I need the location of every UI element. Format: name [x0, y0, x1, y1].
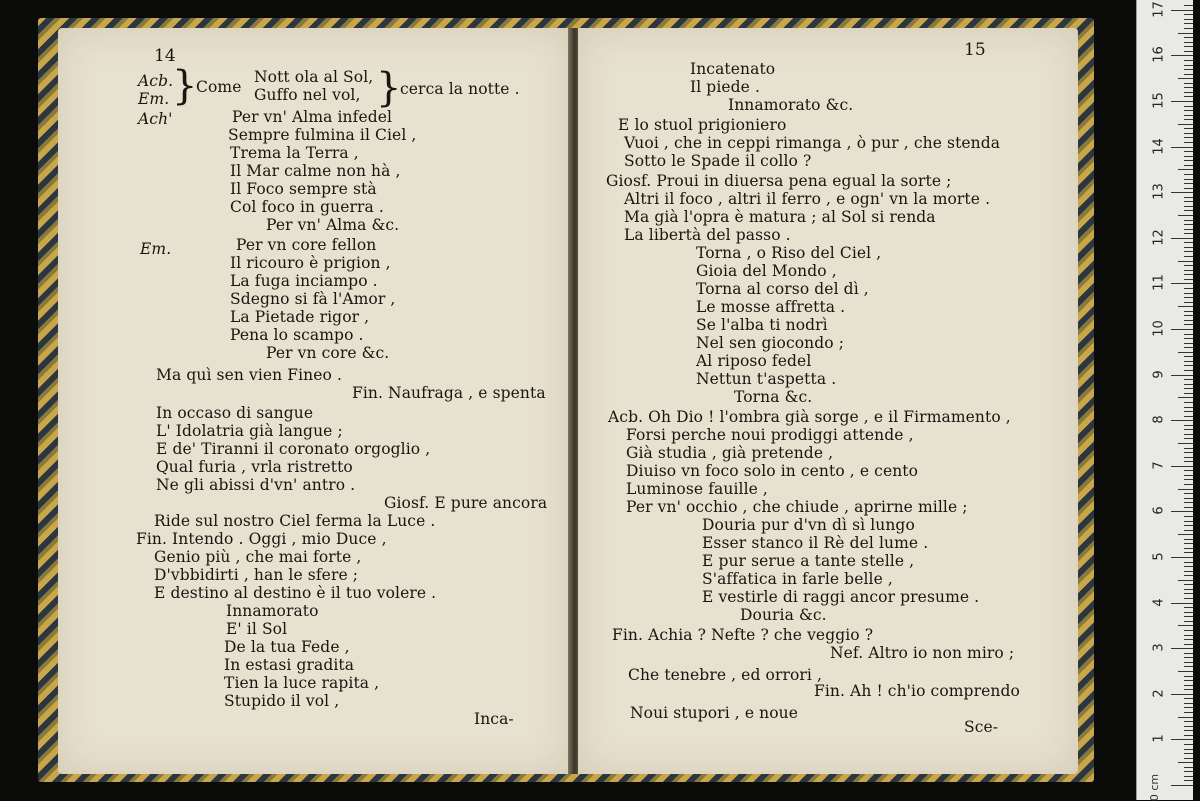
ruler-tick — [1184, 429, 1193, 430]
ruler-tick — [1184, 516, 1193, 517]
verse-line: Pena lo scampo . — [230, 326, 364, 344]
ruler-tick — [1184, 151, 1193, 152]
verse-line: Nettun t'aspetta . — [696, 370, 837, 388]
ruler-tick — [1184, 539, 1193, 540]
left-brace: } — [172, 63, 198, 109]
ruler-tick — [1184, 707, 1193, 708]
verse-line: E de' Tiranni il coronato orgoglio , — [156, 440, 431, 458]
verse-line: D'vbbidirti , han le sfere ; — [154, 566, 359, 584]
verse-line: Per vn core &c. — [266, 344, 390, 362]
ruler-tick — [1184, 780, 1193, 781]
ruler-tick — [1178, 78, 1193, 79]
ruler-tick — [1184, 484, 1193, 485]
ruler-tick — [1184, 521, 1193, 522]
verse-line: Torna al corso del dì , — [696, 280, 869, 298]
ruler-tick — [1184, 133, 1193, 134]
verse-line: Incatenato — [690, 60, 776, 78]
verse-line: Il piede . — [690, 78, 761, 96]
ruler-tick — [1184, 256, 1193, 257]
verse-line: Il Foco sempre stà — [230, 180, 377, 198]
ruler-tick — [1184, 156, 1193, 157]
verse-line: Le mosse affretta . — [696, 298, 846, 316]
ruler-tick — [1171, 511, 1193, 512]
verse-line: Per vn core fellon — [236, 236, 377, 254]
ruler-tick — [1171, 557, 1193, 558]
ruler-tick — [1171, 785, 1193, 786]
ruler-tick — [1184, 575, 1193, 576]
ruler-tick — [1184, 28, 1193, 29]
ruler-tick — [1184, 593, 1193, 594]
ruler-tick — [1184, 657, 1193, 658]
ruler-tick — [1171, 329, 1193, 330]
ruler-tick — [1184, 247, 1193, 248]
verse-line: Douria &c. — [740, 606, 827, 624]
ruler-tick — [1184, 507, 1193, 508]
ruler-tick — [1178, 671, 1193, 672]
ruler-tick — [1184, 379, 1193, 380]
ruler-tick — [1184, 115, 1193, 116]
verse-line: Ride sul nostro Ciel ferma la Luce . — [154, 512, 436, 530]
verse-line: In occaso di sangue — [156, 404, 314, 422]
right-page — [578, 28, 1078, 774]
ruler-tick — [1171, 147, 1193, 148]
ruler-number: 8 — [1151, 415, 1167, 424]
ruler-tick — [1184, 767, 1193, 768]
ruler-tick — [1184, 635, 1193, 636]
verse-line: E vestirle di raggi ancor presume . — [702, 588, 980, 606]
ruler-tick — [1184, 680, 1193, 681]
ruler-tick — [1184, 165, 1193, 166]
verse-line: Qual furia , vrla ristretto — [156, 458, 353, 476]
ruler-tick — [1184, 425, 1193, 426]
page-number-left: 14 — [154, 46, 176, 66]
ruler-tick — [1184, 384, 1193, 385]
ruler-tick — [1184, 388, 1193, 389]
ruler-tick — [1184, 685, 1193, 686]
ruler-tick — [1184, 83, 1193, 84]
ruler-tick — [1184, 106, 1193, 107]
ruler-tick — [1171, 238, 1193, 239]
measuring-ruler — [1136, 0, 1193, 800]
ruler-tick — [1184, 370, 1193, 371]
verse-line: Stupido il vol , — [224, 692, 340, 710]
ruler-tick — [1184, 188, 1193, 189]
verse-line: Per vn' Alma infedel — [232, 108, 393, 126]
verse-line: Innamorato — [226, 602, 319, 620]
ruler-tick — [1184, 744, 1193, 745]
verse-line: Torna &c. — [734, 388, 813, 406]
ruler-tick — [1171, 739, 1193, 740]
verse-line: La libertà del passo . — [624, 226, 791, 244]
verse-line: Nef. Altro io non miro ; — [830, 644, 1015, 662]
verse-line: Torna , o Riso del Ciel , — [696, 244, 882, 262]
ruler-tick — [1171, 10, 1193, 11]
ruler-tick — [1184, 14, 1193, 15]
verse-line: Giosf. E pure ancora — [384, 494, 548, 512]
ruler-unit: 0 cm — [1148, 773, 1162, 801]
ruler-tick — [1184, 142, 1193, 143]
ruler-tick — [1178, 352, 1193, 353]
verse-line: Gioia del Mondo , — [696, 262, 837, 280]
ruler-tick — [1178, 625, 1193, 626]
ruler-tick — [1171, 375, 1193, 376]
ruler-tick — [1184, 324, 1193, 325]
ruler-tick — [1184, 571, 1193, 572]
verse-line: Per vn' occhio , che chiude , aprirne mille ; — [626, 498, 968, 516]
verse-line: Trema la Terra , — [230, 144, 359, 162]
ruler-tick — [1184, 776, 1193, 777]
ruler-number: 11 — [1151, 274, 1167, 292]
right-brace: } — [376, 65, 402, 111]
ruler-tick — [1184, 612, 1193, 613]
ruler-tick — [1184, 461, 1193, 462]
ruler-number: 16 — [1151, 46, 1167, 64]
verse-line: La Pietade rigor , — [230, 308, 370, 326]
verse-line: Innamorato &c. — [728, 96, 854, 114]
ruler-tick — [1184, 51, 1193, 52]
ruler-tick — [1184, 311, 1193, 312]
ruler-tick — [1184, 525, 1193, 526]
ruler-tick — [1184, 562, 1193, 563]
ruler-tick — [1184, 297, 1193, 298]
ruler-tick — [1184, 197, 1193, 198]
ruler-tick — [1178, 580, 1193, 581]
verse-line: E' il Sol — [226, 620, 288, 638]
ruler-tick — [1184, 502, 1193, 503]
page-number-right: 15 — [964, 40, 986, 60]
ruler-tick — [1178, 306, 1193, 307]
verse-line: cerca la notte . — [400, 80, 520, 98]
ruler-tick — [1184, 703, 1193, 704]
ruler-tick — [1184, 543, 1193, 544]
ruler-tick — [1184, 475, 1193, 476]
verse-line: Nel sen giocondo ; — [696, 334, 845, 352]
verse-line: Esser stanco il Rè del lume . — [702, 534, 929, 552]
ruler-tick — [1171, 192, 1193, 193]
ruler-tick — [1184, 630, 1193, 631]
ruler-tick — [1184, 621, 1193, 622]
ruler-tick — [1184, 315, 1193, 316]
verse-line: Sdegno si fà l'Amor , — [230, 290, 396, 308]
speaker-em: Em. — [138, 90, 170, 108]
ruler-tick — [1184, 552, 1193, 553]
verse-line: Il Mar calme non hà , — [230, 162, 401, 180]
verse-line: Se l'alba ti nodrì — [696, 316, 828, 334]
verse-line: Al riposo fedel — [696, 352, 812, 370]
ruler-tick — [1178, 534, 1193, 535]
ruler-tick — [1184, 160, 1193, 161]
ruler-tick — [1184, 666, 1193, 667]
verse-line: Giosf. Proui in diuersa pena egual la sorte ; — [606, 172, 952, 190]
ruler-number: 7 — [1151, 461, 1167, 470]
ruler-tick — [1184, 251, 1193, 252]
ruler-tick — [1184, 265, 1193, 266]
ruler-tick — [1178, 762, 1193, 763]
ruler-tick — [1184, 698, 1193, 699]
ruler-tick — [1178, 397, 1193, 398]
verse-line: Per vn' Alma &c. — [266, 216, 400, 234]
speaker-ach: Ach' — [138, 110, 173, 128]
ruler-tick — [1178, 261, 1193, 262]
speaker-acb: Acb. — [138, 72, 174, 90]
verse-line: Tien la luce rapita , — [224, 674, 380, 692]
ruler-tick — [1184, 493, 1193, 494]
ruler-number: 17 — [1151, 1, 1167, 18]
ruler-tick — [1178, 169, 1193, 170]
ruler-tick — [1184, 434, 1193, 435]
ruler-tick — [1184, 347, 1193, 348]
come-word: Come — [196, 78, 242, 96]
ruler-number: 3 — [1151, 643, 1167, 652]
ruler-tick — [1184, 416, 1193, 417]
ruler-tick — [1184, 96, 1193, 97]
ruler-tick — [1184, 288, 1193, 289]
ruler-tick — [1184, 270, 1193, 271]
ruler-tick — [1184, 589, 1193, 590]
ruler-tick — [1184, 712, 1193, 713]
ruler-tick — [1184, 448, 1193, 449]
ruler-tick — [1171, 603, 1193, 604]
ruler-tick — [1184, 233, 1193, 234]
ruler-tick — [1184, 644, 1193, 645]
ruler-tick — [1184, 279, 1193, 280]
ruler-tick — [1184, 229, 1193, 230]
ruler-tick — [1184, 210, 1193, 211]
ruler-tick — [1184, 721, 1193, 722]
verse-line: De la tua Fede , — [224, 638, 350, 656]
ruler-number: 5 — [1151, 552, 1167, 561]
ruler-tick — [1184, 411, 1193, 412]
verse-line: La fuga inciampo . — [230, 272, 378, 290]
verse-line: E pur serue a tante stelle , — [702, 552, 915, 570]
verse-line: S'affatica in farle belle , — [702, 570, 893, 588]
ruler-tick — [1184, 479, 1193, 480]
ruler-tick — [1184, 137, 1193, 138]
ruler-tick — [1171, 420, 1193, 421]
ruler-tick — [1178, 124, 1193, 125]
ruler-tick — [1184, 676, 1193, 677]
ruler-tick — [1184, 60, 1193, 61]
ruler-tick — [1184, 356, 1193, 357]
verse-line: L' Idolatria già langue ; — [156, 422, 343, 440]
verse-line: Ma quì sen vien Fineo . — [156, 366, 343, 384]
ruler-tick — [1184, 5, 1193, 6]
ruler-tick — [1184, 361, 1193, 362]
ruler-number: 4 — [1151, 597, 1167, 607]
ruler-tick — [1184, 438, 1193, 439]
verse-line: Diuiso vn foco solo in cento , e cento — [626, 462, 919, 480]
ruler-tick — [1184, 470, 1193, 471]
ruler-tick — [1184, 242, 1193, 243]
ruler-tick — [1184, 42, 1193, 43]
ruler-tick — [1184, 753, 1193, 754]
verse-line: Sotto le Spade il collo ? — [624, 152, 812, 170]
ruler-tick — [1184, 128, 1193, 129]
ruler-tick — [1184, 607, 1193, 608]
ruler-tick — [1171, 55, 1193, 56]
ruler-number: 12 — [1151, 229, 1167, 246]
ruler-tick — [1171, 648, 1193, 649]
ruler-tick — [1184, 407, 1193, 408]
ruler-tick — [1184, 320, 1193, 321]
ruler-tick — [1184, 19, 1193, 20]
ruler-tick — [1171, 694, 1193, 695]
ruler-tick — [1184, 74, 1193, 75]
verse-line: E destino al destino è il tuo volere . — [154, 584, 437, 602]
ruler-number: 13 — [1151, 183, 1167, 200]
verse-line: Luminose fauille , — [626, 480, 768, 498]
ruler-tick — [1184, 452, 1193, 453]
ruler-number: 15 — [1151, 92, 1167, 109]
catchword: Sce- — [964, 718, 999, 736]
verse-line: Ne gli abissi d'vn' antro . — [156, 476, 356, 494]
ruler-tick — [1184, 457, 1193, 458]
ruler-tick — [1184, 393, 1193, 394]
verse-line: Già studia , già pretende , — [626, 444, 834, 462]
ruler-number: 14 — [1151, 137, 1167, 155]
ruler-tick — [1184, 302, 1193, 303]
verse-line: In estasi gradita — [224, 656, 355, 674]
verse-line: Forsi perche noui prodiggi attende , — [626, 426, 914, 444]
ruler-tick — [1184, 616, 1193, 617]
verse-line: Fin. Achia ? Nefte ? che veggio ? — [612, 626, 874, 644]
verse-line: Fin. Ah ! ch'io comprendo — [814, 682, 1020, 700]
verse-line: Col foco in guerra . — [230, 198, 384, 216]
verse-line: Genio più , che mai forte , — [154, 548, 362, 566]
ruler-tick — [1184, 220, 1193, 221]
ruler-tick — [1171, 283, 1193, 284]
ruler-tick — [1184, 23, 1193, 24]
ruler-tick — [1184, 639, 1193, 640]
ruler-tick — [1178, 489, 1193, 490]
ruler-tick — [1184, 653, 1193, 654]
ruler-tick — [1184, 338, 1193, 339]
ruler-tick — [1184, 293, 1193, 294]
ruler-tick — [1184, 46, 1193, 47]
ruler-tick — [1184, 206, 1193, 207]
ruler-tick — [1184, 37, 1193, 38]
ruler-number: 6 — [1151, 506, 1167, 516]
ruler-tick — [1184, 584, 1193, 585]
ruler-tick — [1178, 33, 1193, 34]
verse-line: E lo stuol prigioniero — [618, 116, 787, 134]
ruler-tick — [1184, 548, 1193, 549]
verse-line: Acb. Oh Dio ! l'ombra già sorge , e il Firmamento , — [608, 408, 1011, 426]
ruler-tick — [1184, 365, 1193, 366]
verse-line: Altri il foco , altri il ferro , e ogn' vn la morte . — [624, 190, 991, 208]
ruler-tick — [1184, 498, 1193, 499]
ruler-tick — [1184, 343, 1193, 344]
ruler-tick — [1184, 201, 1193, 202]
verse-line: Guffo nel vol, — [254, 86, 361, 104]
ruler-tick — [1184, 771, 1193, 772]
verse-line: Nott ola al Sol, — [254, 68, 374, 86]
ruler-tick — [1171, 466, 1193, 467]
ruler-tick — [1184, 402, 1193, 403]
speaker-label: Em. — [140, 240, 172, 258]
verse-line: Ma già l'opra è matura ; al Sol si renda — [624, 208, 936, 226]
verse-line: Il ricouro è prigion , — [230, 254, 391, 272]
ruler-tick — [1184, 119, 1193, 120]
ruler-number: 9 — [1151, 369, 1167, 379]
ruler-tick — [1184, 530, 1193, 531]
ruler-tick — [1184, 179, 1193, 180]
ruler-tick — [1184, 689, 1193, 690]
ruler-tick — [1184, 183, 1193, 184]
ruler-tick — [1178, 443, 1193, 444]
verse-line: Sempre fulmina il Ciel , — [228, 126, 417, 144]
ruler-tick — [1178, 717, 1193, 718]
ruler-number: 10 — [1151, 320, 1167, 337]
ruler-tick — [1178, 215, 1193, 216]
left-page — [58, 28, 570, 774]
ruler-number: 1 — [1151, 734, 1167, 744]
ruler-tick — [1184, 92, 1193, 93]
ruler-tick — [1184, 110, 1193, 111]
ruler-tick — [1184, 662, 1193, 663]
ruler-tick — [1184, 174, 1193, 175]
verse-line: Fin. Intendo . Oggi , mio Duce , — [136, 530, 387, 548]
ruler-number: 2 — [1151, 689, 1167, 698]
ruler-tick — [1184, 87, 1193, 88]
ruler-tick — [1184, 735, 1193, 736]
ruler-tick — [1184, 69, 1193, 70]
catchword: Inca- — [474, 710, 514, 728]
verse-line: Douria pur d'vn dì sì lungo — [702, 516, 915, 534]
ruler-tick — [1184, 749, 1193, 750]
ruler-tick — [1184, 65, 1193, 66]
ruler-tick — [1184, 224, 1193, 225]
verse-line: Noui stupori , e noue — [630, 704, 798, 722]
ruler-tick — [1184, 730, 1193, 731]
ruler-tick — [1171, 101, 1193, 102]
ruler-tick — [1184, 334, 1193, 335]
ruler-tick — [1184, 758, 1193, 759]
verse-line: Fin. Naufraga , e spenta — [352, 384, 546, 402]
verse-line: Vuoi , che in ceppi rimanga , ò pur , che stenda — [624, 134, 1001, 152]
ruler-tick — [1184, 598, 1193, 599]
ruler-tick — [1184, 726, 1193, 727]
verse-line: Che tenebre , ed orrori , — [628, 666, 823, 684]
ruler-tick — [1184, 566, 1193, 567]
ruler-tick — [1184, 274, 1193, 275]
